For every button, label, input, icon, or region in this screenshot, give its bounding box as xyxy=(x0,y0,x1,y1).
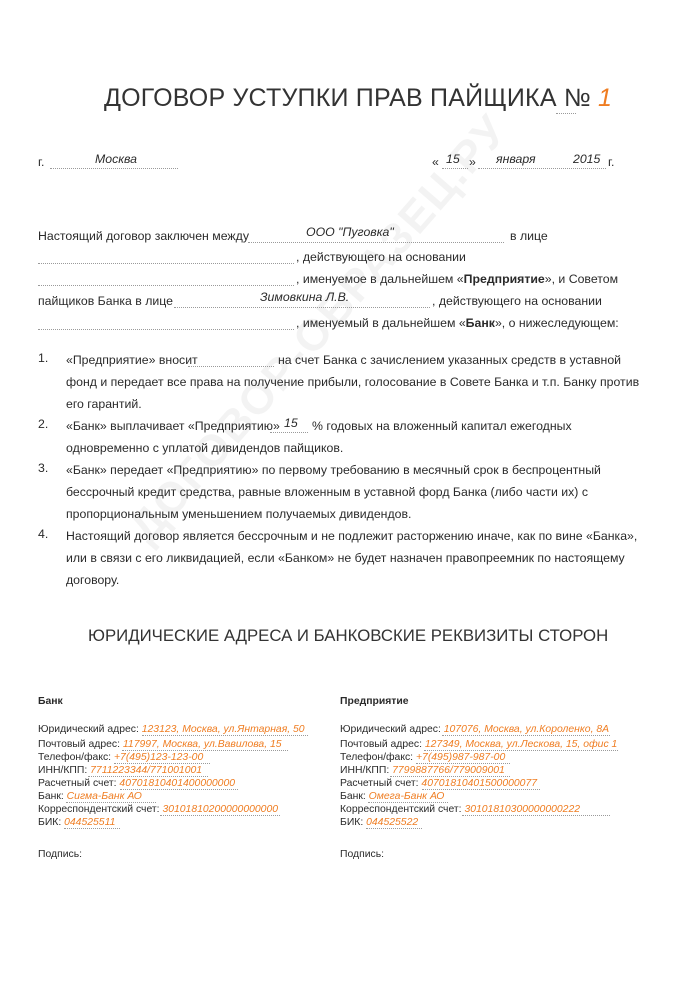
contract-number-leader xyxy=(556,113,576,114)
city-field[interactable]: Москва xyxy=(95,152,138,166)
day-leader xyxy=(442,168,468,169)
clause-3-line2: бессрочный кредит средства, равные вложенным в уставной форд Банка (либо части их) с xyxy=(66,485,588,499)
bank-inn-field[interactable]: 7711223344/771001001 xyxy=(90,765,203,776)
rate-leader xyxy=(270,432,308,433)
contract-number[interactable]: 1 xyxy=(598,84,613,112)
clause-2-number: 2. xyxy=(38,417,49,431)
company-field[interactable]: ООО "Пуговка" xyxy=(306,225,394,239)
bank-legal-leader xyxy=(142,735,308,736)
clause-1-a: «Предприятие» вносит xyxy=(66,353,198,367)
enterprise-account-label: Расчетный счет: xyxy=(340,778,419,789)
bank-term: Банк xyxy=(465,316,495,330)
city-leader xyxy=(50,168,178,169)
preamble-line5-b: », о нижеследующем: xyxy=(494,316,619,330)
enterprise-signature-label: Подпись: xyxy=(340,849,385,860)
preamble-line5-a: , именуемый в дальнейшем « xyxy=(296,316,466,330)
preamble-line3-a: , именуемое в дальнейшем « xyxy=(296,272,464,286)
bank-heading: Банк xyxy=(38,696,63,707)
preamble-line5-leader xyxy=(38,329,294,330)
bank-bankname-field[interactable]: Сигма-Банк АО xyxy=(66,791,142,802)
enterprise-phone-label: Телефон/факс: xyxy=(340,752,414,763)
preamble-line3 xyxy=(296,272,618,287)
enterprise-legal-label: Юридический адрес: xyxy=(340,724,441,735)
bank-postal-label: Почтовый адрес: xyxy=(38,739,121,750)
preamble-line2-leader xyxy=(38,263,294,264)
title-text: ДОГОВОР УСТУПКИ ПРАВ ПАЙЩИКА № xyxy=(104,84,591,112)
bank-legal-label: Юридический адрес: xyxy=(38,724,139,735)
enterprise-corr-leader xyxy=(462,815,610,816)
requisites-section-title: ЮРИДИЧЕСКИЕ АДРЕСА И БАНКОВСКИЕ РЕКВИЗИТЫ СТОРОН xyxy=(88,626,609,645)
enterprise-bankname-field[interactable]: Омега-Банк АО xyxy=(368,791,445,802)
clause-3-line1: «Банк» передает «Предприятию» по первому требованию в месячный срок в беспроцентный xyxy=(66,463,601,477)
rep-leader xyxy=(174,307,430,308)
clause-1-line3: его гарантий. xyxy=(66,397,142,411)
city-prefix: г. xyxy=(38,155,45,169)
enterprise-corr-field[interactable]: 30101810300000000222 xyxy=(464,804,581,815)
enterprise-heading: Предприятие xyxy=(340,696,409,707)
company-leader xyxy=(248,242,504,243)
bank-corr-leader xyxy=(160,815,280,816)
clause-3-number: 3. xyxy=(38,461,49,475)
clause-4-line3: договору. xyxy=(66,573,120,587)
clause-3-line3: пропорциональным уменьшением получаемых дивидендов. xyxy=(66,507,412,521)
enterprise-account-field[interactable]: 40701810401500000077 xyxy=(421,778,537,789)
bank-phone-field[interactable]: +7(495)123-123-00 xyxy=(113,752,204,763)
clause-4-line2: или в связи с его ликвидацией, если «Банком» не будет назначен правопреемник по настоящему xyxy=(66,551,625,565)
rate-field[interactable]: 15 xyxy=(284,416,298,430)
clause-2-b: % годовых на вложенный капитал ежегодных xyxy=(312,419,572,433)
month-field[interactable]: января xyxy=(496,152,536,166)
enterprise-legal-field[interactable]: 107076, Москва, ул.Короленко, 8А xyxy=(443,724,610,735)
clause-1-number: 1. xyxy=(38,351,49,365)
clause-1-line2: фонд и передает все права на получение прибыли, голосование в Совете Банка и т.п. Банку против xyxy=(66,375,640,389)
date-quote-open: « xyxy=(432,155,439,169)
year-suffix: г. xyxy=(608,155,615,169)
enterprise-legal-leader xyxy=(442,735,610,736)
bank-legal-field[interactable]: 123123, Москва, ул.Янтарная, 50 xyxy=(141,724,305,735)
preamble-line3-b: », и Советом xyxy=(544,272,619,286)
clause-4-line1: Настоящий договор является бессрочным и не подлежит расторжению иначе, как по вине «Банка», xyxy=(66,529,638,543)
month-year-leader xyxy=(478,168,606,169)
clause-1-leader[interactable] xyxy=(188,366,274,367)
bank-bik-field[interactable]: 044525511 xyxy=(64,817,116,828)
enterprise-bankname-label: Банк: xyxy=(340,791,366,802)
day-field[interactable]: 15 xyxy=(446,152,460,166)
bank-signature-label: Подпись: xyxy=(38,849,83,860)
enterprise-inn-field[interactable]: 7799887766/779009001 xyxy=(392,765,505,776)
bank-bik-leader xyxy=(64,828,120,829)
representative-field[interactable]: Зимовкина Л.В. xyxy=(260,290,350,304)
clause-2-a: «Банк» выплачивает «Предприятию» xyxy=(66,419,280,433)
clause-1-b: на счет Банка с зачислением указанных средств в уставной xyxy=(278,353,622,367)
clause-2-line2: одновременно с уплатой дивидендов пайщиков. xyxy=(66,441,344,455)
clause-4-number: 4. xyxy=(38,527,49,541)
preamble-line4-end: , действующего на основании xyxy=(432,294,602,308)
bank-phone-label: Телефон/факс: xyxy=(38,752,112,763)
bank-account-field[interactable]: 40701810401400000000 xyxy=(119,778,235,789)
document-title xyxy=(104,84,612,113)
enterprise-postal-label: Почтовый адрес: xyxy=(340,739,423,750)
preamble-line2-text: , действующего на основании xyxy=(296,250,466,264)
enterprise-inn-label: ИНН/КПП: xyxy=(340,765,390,776)
enterprise-bik-field[interactable]: 044525522 xyxy=(366,817,419,828)
enterprise-term: Предприятие xyxy=(463,272,545,286)
enterprise-bik-leader xyxy=(366,828,422,829)
preamble-line4-text: пайщиков Банка в лице xyxy=(38,294,174,308)
preamble-line5 xyxy=(296,316,619,331)
enterprise-bik-label: БИК: xyxy=(340,817,364,828)
year-field[interactable]: 2015 xyxy=(573,152,601,166)
date-quote-close: » xyxy=(469,155,476,169)
bank-corr-label: Корреспондентский счет: xyxy=(38,804,160,815)
preamble-line3-leader xyxy=(38,285,294,286)
enterprise-corr-label: Корреспондентский счет: xyxy=(340,804,462,815)
bank-inn-label: ИНН/КПП: xyxy=(38,765,88,776)
bank-bankname-label: Банк: xyxy=(38,791,64,802)
bank-postal-field[interactable]: 117997, Москва, ул.Вавилова, 15 xyxy=(122,739,282,750)
enterprise-postal-field[interactable]: 127349, Москва, ул.Лескова, 15, офис 1 xyxy=(424,739,618,750)
preamble-line1-text: Настоящий договор заключен между xyxy=(38,229,249,243)
bank-bik-label: БИК: xyxy=(38,817,62,828)
bank-corr-field[interactable]: 30101810200000000000 xyxy=(162,804,279,815)
enterprise-phone-field[interactable]: +7(495)987-987-00 xyxy=(415,752,506,763)
bank-account-label: Расчетный счет: xyxy=(38,778,117,789)
preamble-line1-end: в лице xyxy=(510,229,548,243)
